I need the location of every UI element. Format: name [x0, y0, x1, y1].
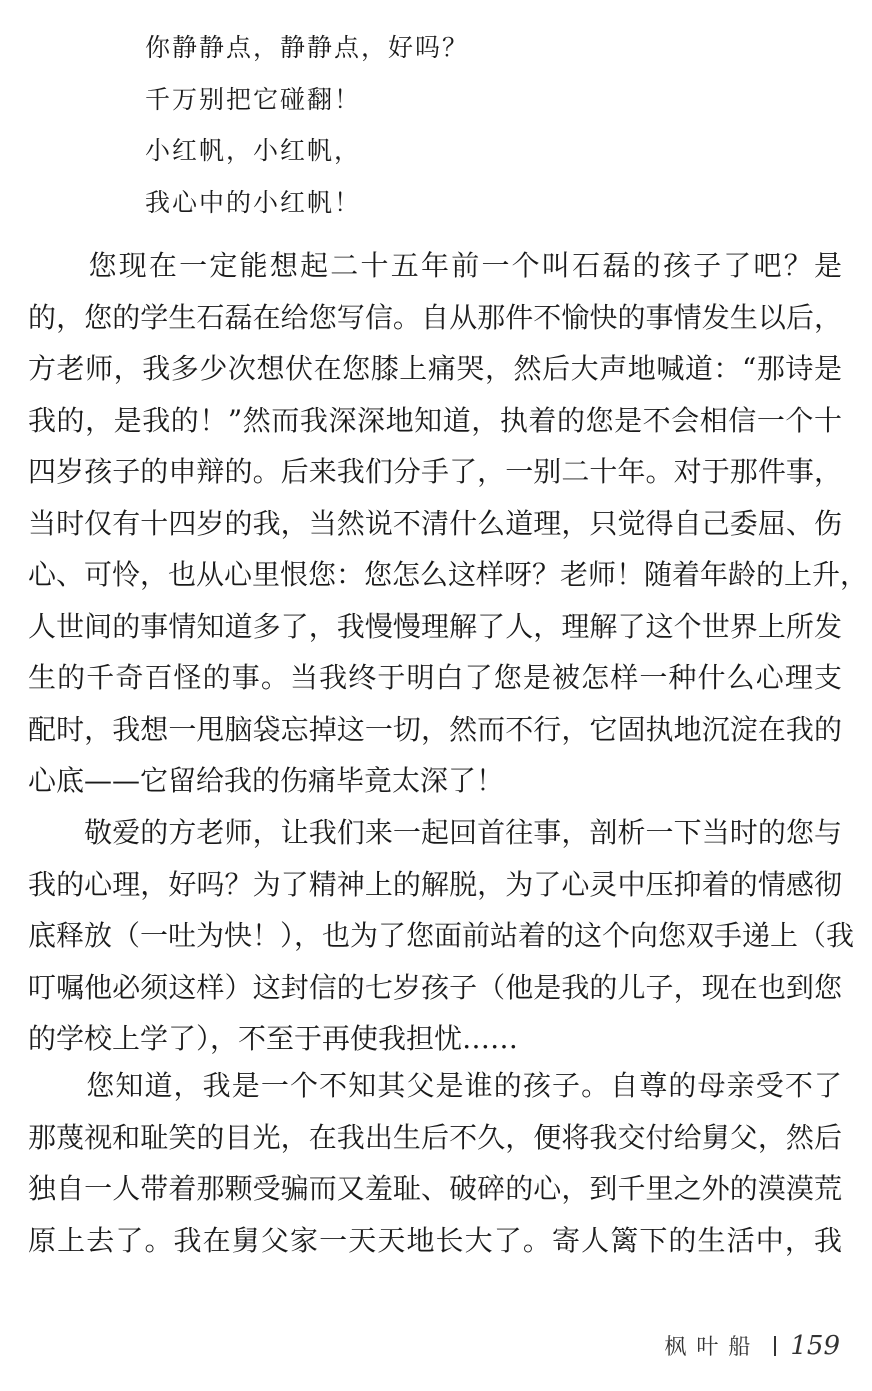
poem-line: 我心中的小红帆！: [145, 187, 362, 217]
paragraph-1: [28, 240, 869, 807]
text-line: 四岁孩子的申辩的。后来我们分手了，一别二十年。对于那件事，: [28, 455, 842, 488]
page-footer: [664, 1330, 840, 1361]
text-line: 您现在一定能想起二十五年前一个叫石磊的孩子了吧？是: [28, 249, 842, 282]
poem-line: 千万别把它碰翻！: [145, 84, 362, 114]
text-line: 我的，是我的！”然而我深深地知道，执着的您是不会相信一个十: [28, 403, 842, 437]
text-line: 的，您的学生石磊在给您写信。自从那件不愉快的事情发生以后，: [28, 300, 842, 334]
text-line: 的学校上学了），不至于再使我担忧……: [28, 1022, 519, 1055]
page-number: 159: [790, 1330, 840, 1361]
text-line: 原上去了。我在舅父家一天天地长大了。寄人篱下的生活中，我: [28, 1223, 842, 1257]
poem-line: 你静静点，静静点，好吗？: [145, 33, 470, 62]
text-line: 叮嘱他必须这样）这封信的七岁孩子（他是我的儿子，现在也到您: [28, 970, 842, 1004]
text-line: 心、可怜，也从心里恨您：您怎么这样呀？老师！随着年龄的上升，: [28, 558, 869, 591]
paragraph-3: [28, 1060, 842, 1266]
text-line: 当时仅有十四岁的我，当然说不清什么道理，只觉得自己委屈、伤: [28, 506, 842, 540]
text-line: 方老师，我多少次想伏在您膝上痛哭，然后大声地喊道：“那诗是: [28, 352, 842, 385]
poem-line: 小红帆，小红帆，: [145, 136, 362, 165]
text-line: 配时，我想一甩脑袋忘掉这一切，然而不行，它固执地沉淀在我的: [28, 712, 842, 746]
running-title: 枫叶船: [664, 1335, 761, 1360]
text-line: 您知道，我是一个不知其父是谁的孩子。自尊的母亲受不了: [28, 1069, 842, 1102]
text-line: 生的千奇百怪的事。当我终于明白了您是被怎样一种什么心理支: [28, 661, 842, 694]
footer-divider: [774, 1336, 776, 1356]
text-line: 我的心理，好吗？为了精神上的解脱，为了心灵中压抑着的情感彻: [28, 867, 842, 901]
text-line: 人世间的事情知道多了，我慢慢理解了人，理解了这个世界上所发: [28, 609, 842, 643]
text-line: 独自一人带着那颗受骗而又羞耻、破碎的心，到千里之外的漠漠荒: [28, 1172, 842, 1205]
text-line: 那蔑视和耻笑的目光，在我出生后不久，便将我交付给舅父，然后: [28, 1120, 842, 1154]
text-line: 心底——它留给我的伤痛毕竟太深了！: [28, 764, 505, 797]
paragraph-2: [28, 807, 855, 1065]
text-line: 底释放（一吐为快！），也为了您面前站着的这个向您双手递上（我: [28, 919, 855, 952]
poem-stanza: [145, 22, 469, 228]
text-line: 敬爱的方老师，让我们来一起回首往事，剖析一下当时的您与: [28, 816, 842, 849]
